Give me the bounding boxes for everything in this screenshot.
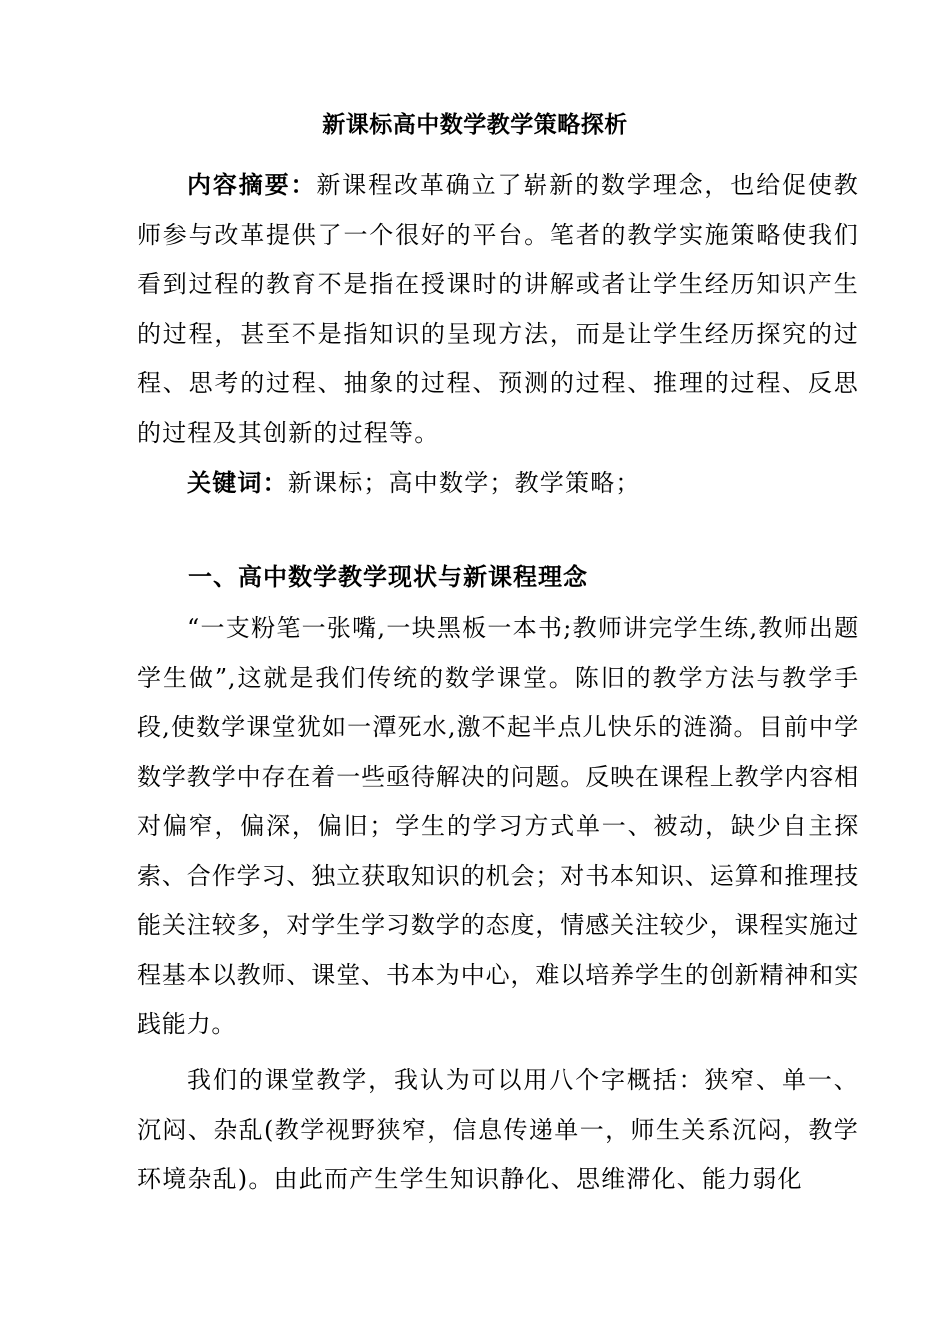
body-paragraph-1: “一支粉笔一张嘴,一块黑板一本书;教师讲完学生练,教师出题学生做”,这就是我们传统的数学课堂。陈旧的教学方法与教学手段,使数学课堂犹如一潭死水,激不起半点儿快乐的涟漪。目前中学数学教学中存在着一些亟待解决的问题。反映在课程上教学内容相对偏窄，偏深，偏旧；学生的学习方式单一、被动，缺少自主探索、合作学习、独立获取知识的机会；对书本知识、运算和推理技能关注较多，对学生学习数学的态度，情感关注较少，课程实施过程基本以教师、课堂、书本为中心，难以培养学生的创新精神和实践能力。: [137, 614, 859, 1038]
abstract-label: 内容摘要：: [187, 170, 317, 199]
abstract-text: 新课程改革确立了崭新的数学理念，也给促使教师参与改革提供了一个很好的平台。笔者的教学实施策略使我们看到过程的教育不是指在授课时的讲解或者让学生经历知识产生的过程，甚至不是指知识的呈现方法，而是让学生经历探究的过程、思考的过程、抽象的过程、预测的过程、推理的过程、反思的过程及其创新的过程等。: [137, 171, 859, 447]
keywords-text: 新课标；高中数学；教学策略；: [287, 469, 641, 497]
keywords-label: 关键词：: [187, 468, 288, 497]
keywords-paragraph: [137, 458, 859, 509]
abstract-paragraph: [137, 160, 859, 458]
body-paragraph-2: 我们的课堂教学，我认为可以用八个字概括：狭窄、单一、沉闷、杂乱(教学视野狭窄，信息传递单一，师生关系沉闷，教学环境杂乱)。由此而产生学生知识静化、思维滞化、能力弱化: [137, 1066, 859, 1193]
section-heading: 一、高中数学教学现状与新课程理念: [188, 562, 588, 591]
document-title: 新课标高中数学教学策略探析: [322, 111, 628, 138]
